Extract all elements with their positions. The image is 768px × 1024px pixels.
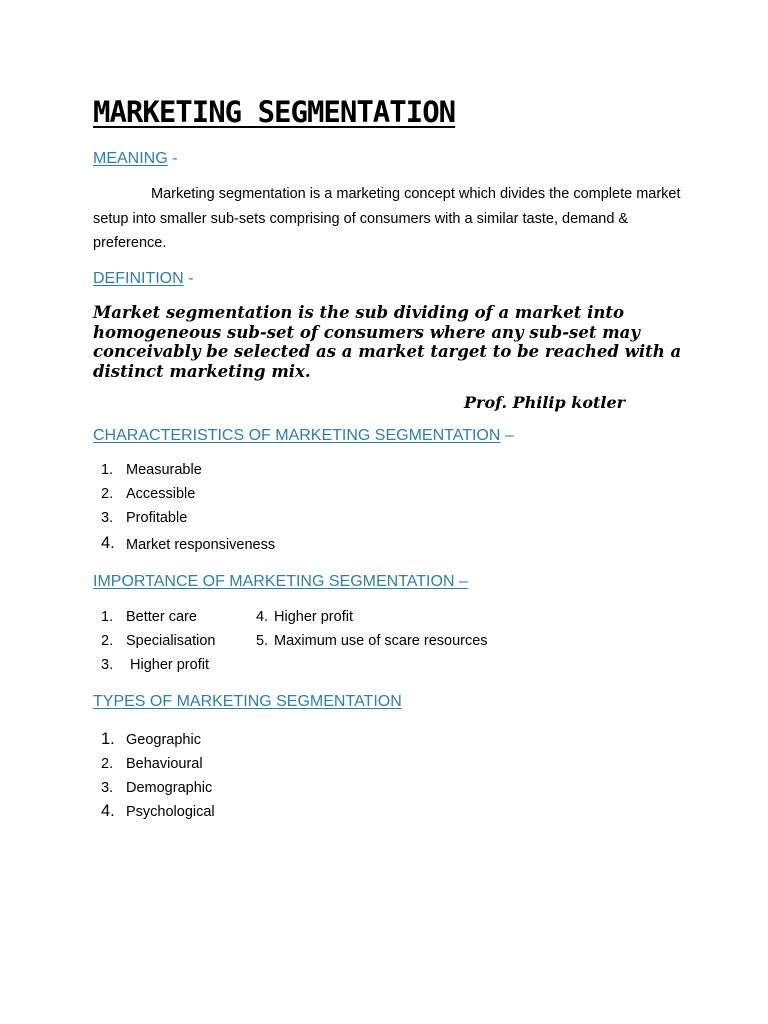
- list-item-number: 5.: [256, 633, 269, 649]
- list-item-number: 1.: [101, 730, 115, 748]
- list-item: Measurable: [126, 462, 202, 478]
- list-item: Accessible: [126, 486, 196, 502]
- meaning-paragraph: [93, 182, 693, 256]
- list-item: Higher profit: [274, 609, 353, 625]
- list-item: Psychological: [126, 804, 215, 820]
- list-item-number: 3.: [101, 657, 114, 673]
- characteristics-heading-suffix: –: [500, 427, 514, 444]
- list-item-number: 4.: [256, 609, 269, 625]
- list-item: Profitable: [126, 510, 188, 526]
- list-item-number: 2.: [101, 486, 114, 502]
- definition-heading: [93, 268, 193, 290]
- list-item: Better care: [126, 609, 197, 625]
- meaning-heading: [93, 148, 177, 170]
- list-item-number: 4.: [101, 534, 115, 552]
- types-heading-label: TYPES OF MARKETING SEGMENTATION: [93, 693, 402, 710]
- list-item-number: 1.: [101, 462, 114, 478]
- list-item: Demographic: [126, 780, 213, 796]
- quote-author: Prof. Philip kotler: [464, 393, 626, 412]
- list-item-number: 3.: [101, 510, 114, 526]
- importance-heading-label: IMPORTANCE OF MARKETING SEGMENTATION: [93, 573, 455, 590]
- list-item-number: 2.: [101, 756, 114, 772]
- list-item: Maximum use of scare resources: [274, 633, 488, 649]
- meaning-heading-label: MEANING: [93, 150, 168, 167]
- importance-heading-suffix: –: [454, 573, 468, 590]
- characteristics-heading-label: CHARACTERISTICS OF MARKETING SEGMENTATION: [93, 427, 501, 444]
- list-item-number: 2.: [101, 633, 114, 649]
- definition-quote: Market segmentation is the sub dividing of a market into homogeneous sub-set of consumers where any sub-set may conceivably be selected as a market target to be reached with a distinct marketing mix.: [93, 303, 682, 381]
- list-item: Behavioural: [126, 756, 203, 772]
- list-item-number: 3.: [101, 780, 114, 796]
- list-item-number: 1.: [101, 609, 114, 625]
- page-title: MARKETING SEGMENTATION: [93, 95, 456, 129]
- list-item: Higher profit: [130, 657, 209, 673]
- list-item: Specialisation: [126, 633, 216, 649]
- list-item: Market responsiveness: [126, 537, 276, 553]
- list-item-number: 4.: [101, 802, 115, 820]
- meaning-text: Marketing segmentation is a marketing concept which divides the complete market setup into smaller sub-sets comprising of consumers with a similar taste, demand & preference.: [93, 186, 681, 251]
- types-heading: [93, 691, 402, 713]
- definition-heading-label: DEFINITION: [93, 270, 184, 287]
- importance-heading: [93, 571, 468, 593]
- list-item: Geographic: [126, 732, 201, 748]
- definition-heading-suffix: -: [183, 270, 194, 287]
- characteristics-heading: [93, 425, 514, 447]
- meaning-heading-suffix: -: [167, 150, 178, 167]
